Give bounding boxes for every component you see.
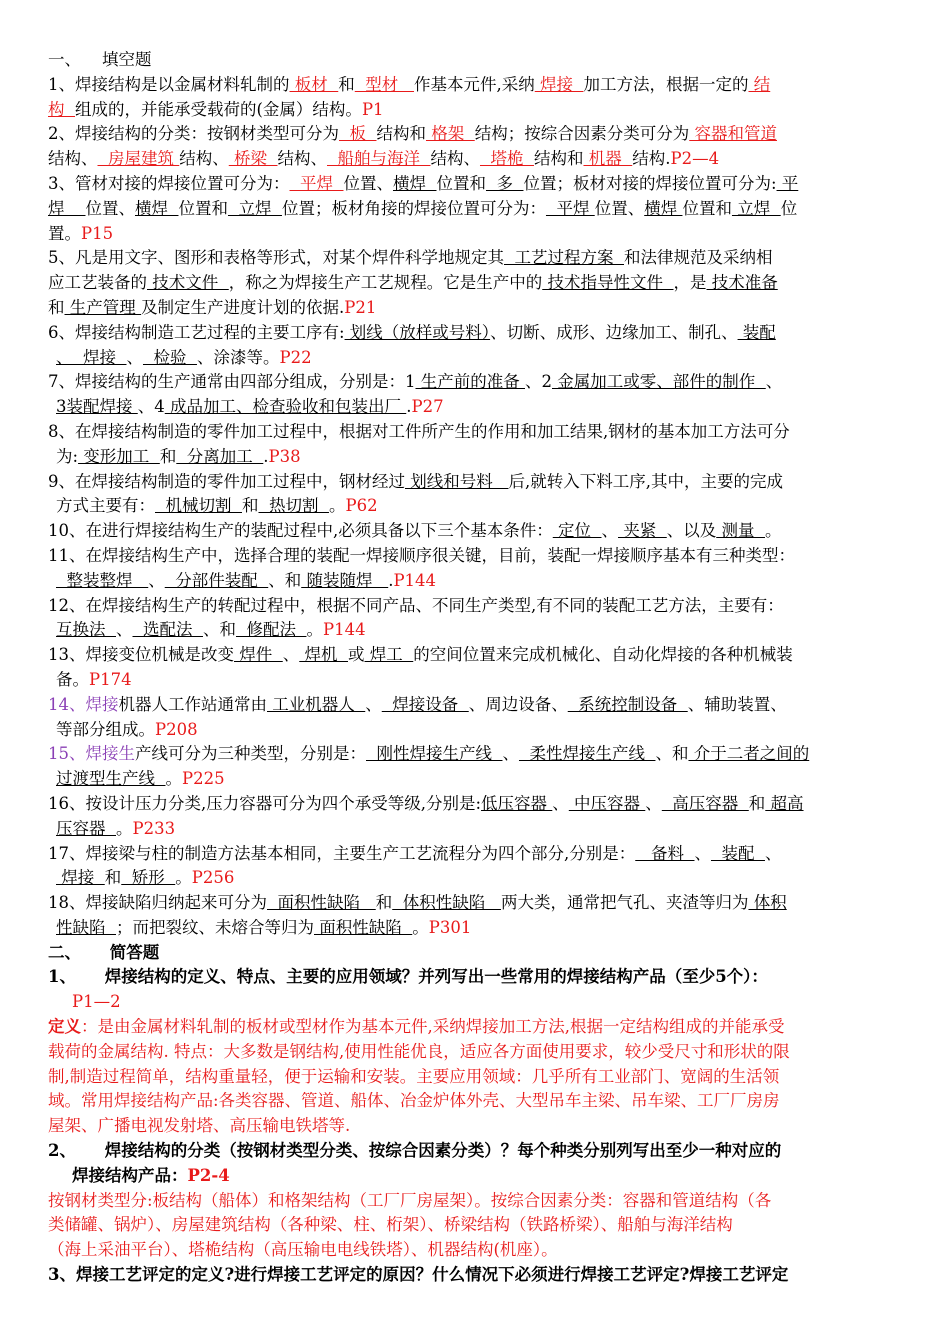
text-line	[48, 1139, 910, 1164]
answer-text: 面积性缺陷	[314, 917, 413, 937]
answer-text: 横焊	[134, 198, 179, 218]
text-line	[48, 792, 910, 817]
text-segment: 结构、	[179, 149, 229, 169]
text-line	[48, 73, 910, 98]
text-segment: 1、焊接结构是以金属材料轧制的	[48, 74, 290, 94]
text-segment: P38	[268, 446, 301, 466]
text-line	[48, 693, 910, 718]
text-line	[48, 990, 910, 1015]
answer-text: 体积性缺陷	[392, 893, 501, 913]
answer-text: 互换法	[56, 620, 116, 640]
answer-text: 横焊	[392, 173, 437, 193]
text-segment: .	[388, 570, 394, 590]
text-segment: 。	[165, 769, 182, 789]
text-segment: 和	[159, 446, 177, 466]
text-line	[48, 147, 910, 172]
answer-text: 房屋建筑	[97, 149, 180, 169]
text-segment: 位置和	[682, 198, 732, 218]
text-segment: 。	[412, 917, 429, 937]
answer-text: 容器和管道	[689, 124, 777, 144]
text-line	[48, 296, 910, 321]
text-segment: ；而把裂纹、未熔合等归为	[116, 917, 314, 937]
text-line	[48, 1015, 910, 1040]
text-segment: 和	[48, 297, 65, 317]
answer-text: 变形加工	[78, 446, 160, 466]
text-segment: 。	[175, 868, 192, 888]
answer-text: 修配法	[235, 620, 307, 640]
answer-text: 工业机器人	[267, 694, 366, 714]
answer-text: 过渡型生产线	[56, 769, 166, 789]
text-segment: P233	[132, 818, 176, 838]
answer-text: 焊接	[56, 868, 105, 888]
text-segment: 为:	[56, 446, 79, 466]
text-line	[48, 1189, 910, 1214]
text-line	[48, 346, 910, 371]
answer-text: 、	[56, 347, 73, 367]
answer-text: 板	[339, 124, 377, 144]
answer-text: 测量	[716, 521, 765, 541]
answer-text: 焊机	[299, 645, 348, 665]
answer-text: 格架	[425, 124, 475, 144]
text-line	[48, 767, 910, 792]
answer-text: 多	[485, 173, 524, 193]
text-segment: 等部分组成。	[56, 719, 155, 739]
answer-text: 平焊	[289, 173, 344, 193]
text-segment: 组成的，并能承受载荷的(金属）结构。	[75, 99, 362, 119]
text-segment: ：是由金属材料轧制的板材或型材作为基本元件,采纳焊接加工方法,根据一定结构组成的并能承受	[81, 1017, 785, 1037]
text-segment: 应工艺装备的	[48, 273, 147, 293]
answer-text: 选配法	[132, 620, 203, 640]
text-segment: 的空间位置来完成机械化、自动化焊接的各种机械装	[413, 645, 793, 665]
answer-text: 备料	[635, 843, 695, 863]
text-line	[48, 1238, 910, 1263]
answer-text: 塔桅	[479, 149, 534, 169]
text-segment: 或	[348, 645, 365, 665]
text-line	[48, 866, 910, 891]
text-segment: .	[263, 446, 269, 466]
text-segment: 7、焊接结构的生产通常由四部分组成，分别是：1	[48, 372, 416, 392]
answer-text: 随装随焊	[301, 570, 389, 590]
text-segment: P225	[182, 769, 225, 789]
text-segment: 结构和	[376, 124, 426, 144]
text-line	[48, 544, 910, 569]
text-segment: P22	[279, 347, 312, 367]
answer-text: 面积性缺陷	[267, 893, 376, 913]
text-segment: 域。常用焊接结构产品:各类容器、管道、船体、冶金炉体外壳、大型吊车主梁、吊车梁、工厂厂房房	[48, 1091, 780, 1111]
text-segment: 6、焊接结构制造工艺过程的主要工序有:	[48, 322, 345, 342]
answer-text: 焊	[48, 198, 86, 218]
text-line	[48, 618, 910, 643]
text-segment: 机器人工作站通常由	[118, 694, 267, 714]
text-segment: 2、 焊接结构的分类（按钢材类型分类、按综合因素分类）？每个种类分别列写出至少一种对应的	[48, 1141, 782, 1161]
answer-text: 系统控制设备	[567, 694, 688, 714]
text-segment: P144	[322, 620, 366, 640]
text-segment: 14、焊接	[48, 694, 119, 714]
text-segment: 、	[765, 372, 783, 392]
answer-text: 中压容器	[568, 793, 646, 813]
text-segment: 、以及	[666, 521, 717, 541]
text-line	[48, 98, 910, 123]
text-segment: 、	[694, 843, 711, 863]
answer-text: 生产前的准备	[415, 372, 525, 392]
answer-text: 定位	[552, 521, 602, 541]
text-segment: 、和	[268, 570, 302, 590]
text-segment: 、和	[655, 744, 689, 764]
text-segment: 和	[104, 868, 122, 888]
text-segment: 及制定生产进度计划的依据.	[141, 297, 345, 317]
text-segment: 、	[601, 521, 618, 541]
text-segment: 位置和	[178, 198, 228, 218]
answer-text: 分离加工	[176, 446, 264, 466]
text-segment: 后,就转入下料工序,其中，主要的完成	[508, 471, 783, 491]
text-segment: 、	[764, 843, 782, 863]
text-line	[48, 842, 910, 867]
answer-text: 成品加工、检查验收和包装出厂	[164, 397, 407, 417]
answer-text: 体积	[748, 893, 787, 913]
text-line	[48, 321, 910, 346]
text-line	[48, 197, 910, 222]
answer-text: 装配	[710, 843, 765, 863]
answer-text: 超高	[765, 793, 804, 813]
text-line	[48, 122, 910, 147]
text-segment: P301	[428, 917, 472, 937]
answer-text: 整装整焊	[56, 570, 149, 590]
text-segment: P1—2	[72, 992, 121, 1012]
answer-text: 分部件装配	[164, 570, 269, 590]
answer-text: 性缺陷	[56, 917, 116, 937]
answer-text: 检验	[142, 347, 197, 367]
text-line	[48, 941, 910, 966]
answer-text: 刚性焊接生产线	[366, 744, 503, 764]
text-segment: 。	[116, 818, 133, 838]
text-segment: 加工方法，根据一定的	[583, 74, 749, 94]
text-segment: 类储罐、锅炉）、房屋建筑结构（各种梁、柱、桁架）、桥梁结构（铁路桥梁）、船舶与海洋结构	[48, 1215, 733, 1235]
text-segment: 和	[375, 893, 393, 913]
text-segment: 、	[645, 793, 662, 813]
text-line	[48, 916, 910, 941]
text-line	[48, 172, 910, 197]
text-line	[48, 569, 910, 594]
answer-text: 压容器	[56, 818, 116, 838]
text-segment: 置。	[48, 223, 81, 243]
answer-text: 机械切割	[155, 496, 242, 516]
text-segment: 屋架、广播电视发射塔、高压输电铁塔等.	[48, 1116, 351, 1136]
text-segment: 、	[116, 620, 133, 640]
text-segment: ，是	[673, 273, 707, 293]
text-segment: 制,制造过程简单，结构重量轻，便于运输和安装。主要应用领域：几乎所有工业部门、宽阔的生活领	[48, 1066, 780, 1086]
answer-text: 高压容器	[661, 793, 749, 813]
answer-text: 划线和号料	[405, 471, 509, 491]
text-line	[48, 965, 910, 990]
text-segment: 结构、	[277, 149, 327, 169]
text-segment: 5、凡是用文字、图形和表格等形式，对某个焊件科学地规定其	[48, 248, 504, 268]
text-segment: 、	[552, 793, 569, 813]
answer-text: 热切割	[258, 496, 329, 516]
text-line	[48, 1065, 910, 1090]
document-body	[48, 48, 910, 1288]
text-segment: 按钢材类型分:板结构（船体）和格架结构（工厂厂房屋架）。按综合因素分类：容器和管道结构（各	[48, 1190, 772, 1210]
text-segment: 结构.	[632, 149, 671, 169]
text-segment: P2—4	[670, 149, 720, 169]
text-segment: 、	[126, 347, 143, 367]
text-line	[48, 494, 910, 519]
text-segment: P21	[344, 297, 377, 317]
text-segment: P256	[191, 868, 235, 888]
answer-text: 立焊	[731, 198, 781, 218]
text-segment: 位置；板材对接的焊接位置可分为:	[523, 173, 777, 193]
answer-text: 焊接	[534, 74, 584, 94]
text-line	[48, 594, 910, 619]
answer-text: 机器	[583, 149, 633, 169]
text-segment: 、4	[137, 397, 165, 417]
text-segment: 定义	[48, 1017, 81, 1037]
text-segment: 一、 填空题	[48, 50, 152, 69]
text-segment: 10、在进行焊接结构生产的装配过程中,必须具备以下三个基本条件：	[48, 521, 553, 541]
answer-text: 平焊	[545, 198, 595, 218]
text-segment: 产线可分为三种类型，分别是：	[135, 744, 366, 764]
text-segment: 。	[306, 620, 323, 640]
text-line	[48, 470, 910, 495]
text-segment: 11、在焊接结构生产中，选择合理的装配一焊接顺序很关键，目前，装配一焊接顺序基本有三种类型：	[48, 545, 795, 565]
answer-text: 型材	[354, 74, 414, 94]
text-segment: 1、 焊接结构的定义、特点、主要的应用领域？并列写出一些常用的焊接结构产品（至少5个）：	[48, 967, 768, 987]
text-segment: ，称之为焊接生产工艺规程。它是生产中的	[228, 273, 543, 293]
text-segment: 二、 简答题	[48, 942, 160, 962]
text-segment: 位置；板材角接的焊接位置可分为：	[281, 198, 546, 218]
text-segment: 13、焊接变位机械是改变	[48, 645, 234, 665]
text-segment: 17、焊接梁与柱的制造方法基本相同，主要生产工艺流程分为四个部分,分别是：	[48, 843, 636, 863]
text-line	[48, 1263, 910, 1288]
text-segment: 两大类，通常把气孔、夹渣等归为	[500, 893, 749, 913]
text-line	[48, 246, 910, 271]
text-line	[48, 668, 910, 693]
text-segment: 15、焊接生	[48, 744, 135, 764]
text-segment: 12、在焊接结构生产的转配过程中，根据不同产品、不同生产类型,有不同的装配工艺方法，主要有：	[48, 595, 784, 615]
answer-text: 金属加工或零、部件的制作	[552, 372, 766, 392]
text-line	[48, 817, 910, 842]
text-line	[48, 1164, 910, 1189]
text-segment: P144	[393, 570, 437, 590]
text-segment: 。	[765, 521, 782, 541]
text-segment: P27	[411, 397, 444, 417]
answer-text: 立焊	[227, 198, 282, 218]
text-line	[48, 222, 910, 247]
text-segment: 结构和	[533, 149, 584, 169]
text-segment: 位	[780, 198, 798, 218]
text-segment: 3、焊接工艺评定的定义?进行焊接工艺评定的原因？什么情况下必须进行焊接工艺评定?焊接工艺评定	[48, 1265, 789, 1285]
answer-text: 介于二者之间的	[688, 744, 810, 764]
text-segment: 、	[502, 744, 519, 764]
text-segment: 。	[328, 496, 346, 516]
text-segment: P1	[361, 99, 384, 119]
text-segment: 9、在焊接结构制造的零件加工过程中，钢材经过	[48, 471, 405, 491]
answer-text: 船舶与海洋	[327, 149, 431, 169]
answer-text: 低压容器	[481, 793, 553, 813]
answer-text: 技术文件	[147, 273, 229, 293]
answer-text: 焊件	[234, 645, 283, 665]
text-segment: 位置、	[343, 173, 393, 193]
text-segment: 、周边设备、	[468, 694, 568, 714]
answer-text: 技术准备	[706, 273, 778, 293]
text-line	[48, 1213, 910, 1238]
answer-text: 装配	[737, 322, 776, 342]
text-segment: 位置和	[436, 173, 486, 193]
answer-text: 焊工	[364, 645, 414, 665]
answer-text: 生产管理	[64, 297, 141, 317]
text-segment: 结构、	[430, 149, 480, 169]
answer-text: 结	[748, 74, 771, 94]
text-segment: 16、按设计压力分类,压力容器可分为四个承受等级,分别是:	[48, 793, 482, 813]
text-segment: 、	[365, 694, 382, 714]
text-segment: 位置、	[594, 198, 645, 218]
answer-text: 工艺过程方案	[504, 248, 624, 268]
text-segment: 3、管材对接的焊接位置可分为：	[48, 173, 290, 193]
text-line	[48, 742, 910, 767]
text-segment: 2、焊接结构的分类：按钢材类型可分为	[48, 124, 339, 144]
text-line	[48, 891, 910, 916]
text-line	[48, 445, 910, 470]
answer-text: 横焊	[644, 198, 683, 218]
answer-text: 技术指导性文件	[542, 273, 674, 293]
text-line	[48, 718, 910, 743]
text-segment: 和	[241, 496, 259, 516]
text-segment: 、2	[525, 372, 552, 392]
text-segment: P208	[155, 719, 198, 739]
text-segment: 和法律规范及采纳相	[623, 248, 773, 268]
text-segment: 、辅助装置、	[687, 694, 787, 714]
answer-text: 矫形	[121, 868, 176, 888]
text-segment: .	[406, 397, 412, 417]
answer-text: 夹紧	[618, 521, 667, 541]
text-segment: 作基本元件,采纳	[413, 74, 535, 94]
answer-text: 桥梁	[228, 149, 278, 169]
text-segment: （海上采油平台）、塔桅结构（高压输电电线铁塔）、机器结构(机座）。	[48, 1240, 558, 1260]
answer-text: 平	[776, 173, 799, 193]
text-segment: 、和	[202, 620, 236, 640]
text-segment: P15	[81, 223, 114, 243]
text-line	[48, 48, 910, 73]
answer-text: 焊接	[72, 347, 127, 367]
text-segment: 和	[748, 793, 766, 813]
text-line	[48, 395, 910, 420]
text-line	[48, 271, 910, 296]
text-segment: 结构、	[48, 149, 98, 169]
text-segment: 备。	[56, 669, 89, 689]
text-line	[48, 420, 910, 445]
text-segment: P2-4	[187, 1165, 230, 1185]
text-segment: P62	[345, 496, 378, 516]
text-segment: 、切断、成形、边缘加工、制孔、	[490, 322, 738, 342]
text-segment: 载荷的金属结构. 特点：大多数是钢结构,使用性能优良，适应各方面使用要求，较少受尺寸和形状的限	[48, 1041, 790, 1061]
text-segment: 和	[338, 74, 355, 94]
text-segment: 8、在焊接结构制造的零件加工过程中，根据对工件所产生的作用和加工结果,钢材的基本加工方法可分	[48, 421, 790, 441]
answer-text: 划线（放样或号料）	[344, 322, 491, 342]
answer-text: 板材	[289, 74, 339, 94]
text-segment: 、	[282, 645, 300, 665]
text-line	[48, 370, 910, 395]
text-segment: 、	[148, 570, 165, 590]
text-segment: 焊接结构产品：	[72, 1165, 188, 1185]
text-line	[48, 519, 910, 544]
text-line	[48, 1089, 910, 1114]
text-segment: 位置、	[85, 198, 135, 218]
text-segment: 方式主要有：	[56, 496, 155, 516]
text-segment: 18、焊接缺陷归纳起来可分为	[48, 893, 267, 913]
answer-text: 焊接设备	[381, 694, 469, 714]
answer-text: 构	[48, 99, 75, 119]
text-line	[48, 1114, 910, 1139]
text-segment: 结构；按综合因素分类可分为	[474, 124, 690, 144]
text-segment: P174	[89, 669, 132, 689]
answer-text: 柔性焊接生产线	[518, 744, 656, 764]
text-line	[48, 643, 910, 668]
answer-text: 3装配焊接	[56, 397, 138, 417]
text-line	[48, 1040, 910, 1065]
text-segment: 、涂漆等。	[196, 347, 280, 367]
